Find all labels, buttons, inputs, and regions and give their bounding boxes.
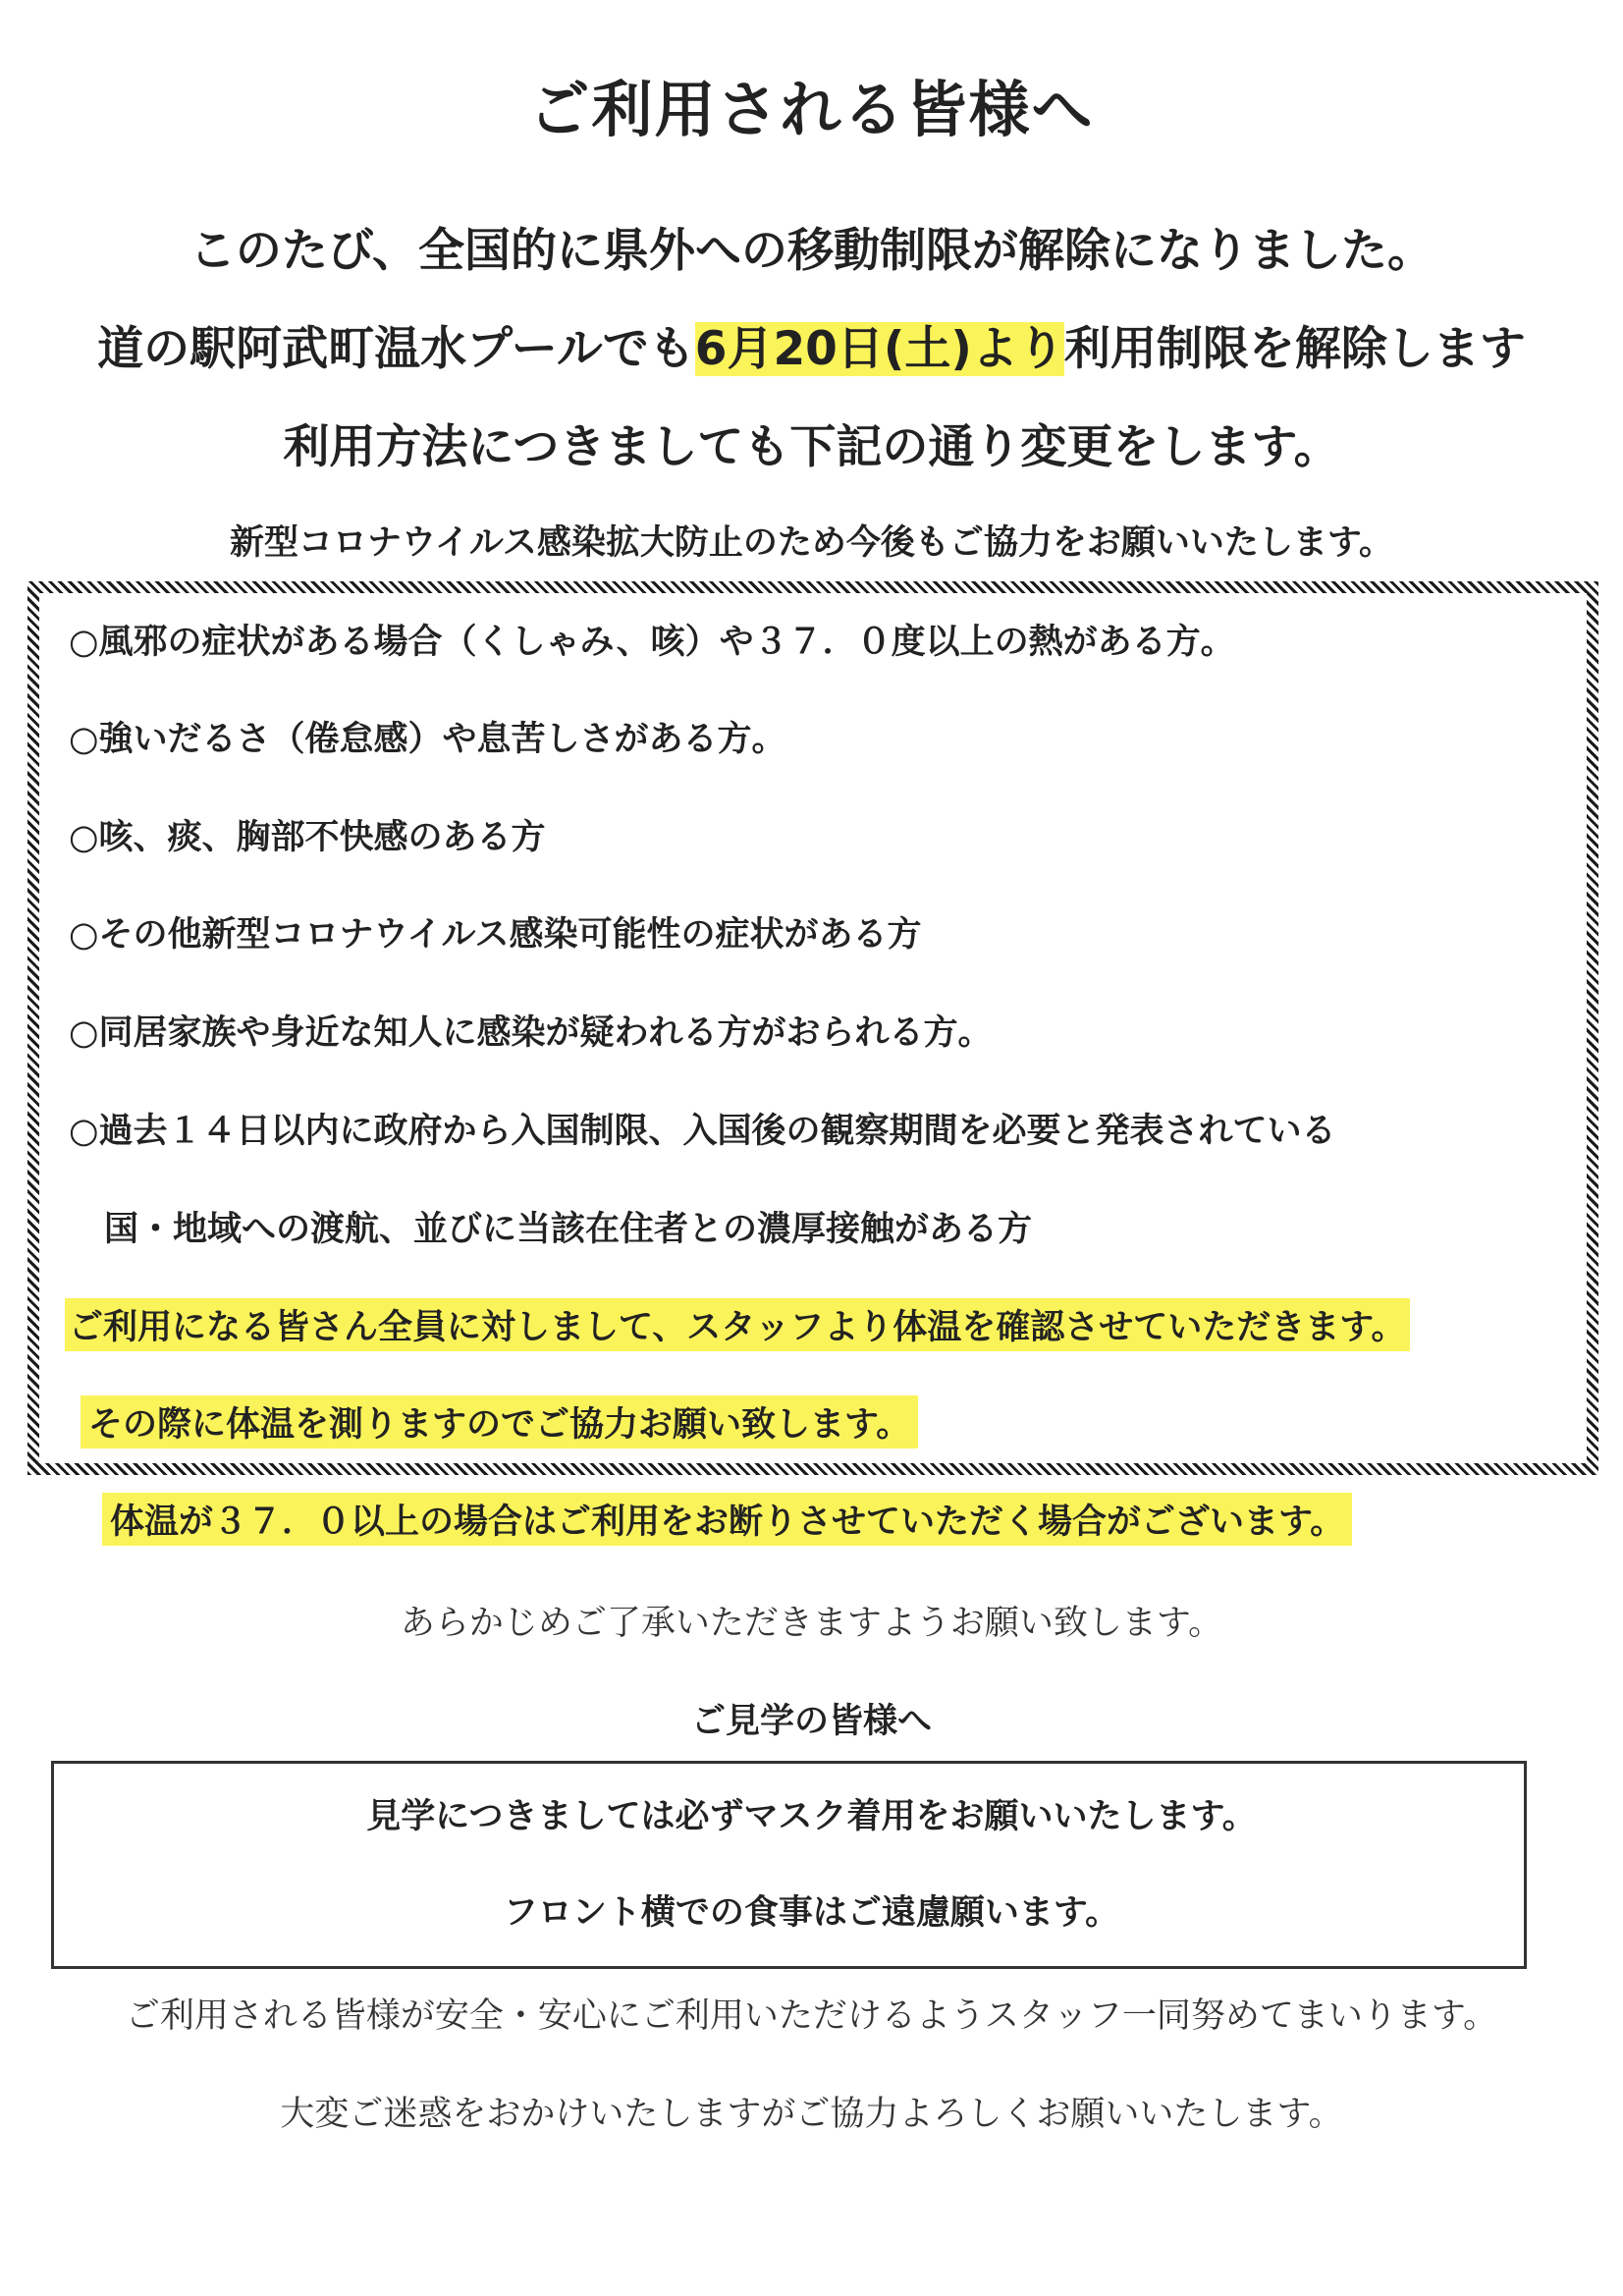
intro-line-3: 利用方法につきましても下記の通り変更をします。 — [283, 420, 1340, 474]
reopening-date-highlight: 6月20日(土)より — [694, 322, 1064, 376]
visitors-mask-notice: 見学につきましては必ずマスク着用をお願いいたします。 — [366, 1797, 1257, 1836]
page-title: ご利用される皆様へ — [528, 74, 1095, 145]
closing-line-1: ご利用される皆様が安全・安心にご利用いただけるようスタッフ一同努めてまいります。 — [125, 1996, 1498, 2036]
condition-item: ○同居家族や身近な知人に感染が疑われる方がおられる方。 — [69, 1013, 993, 1053]
condition-item: ○咳、痰、胸部不快感のある方 — [69, 818, 546, 857]
condition-item: ○その他新型コロナウイルス感染可能性の症状がある方 — [69, 915, 922, 955]
condition-item: ○風邪の症状がある場合（くしゃみ、咳）や３７．０度以上の熱がある方。 — [69, 623, 1235, 662]
cooperation-notice: その際に体温を測りますのでご協力お願い致します。 — [81, 1395, 918, 1449]
cooperation-request: 新型コロナウイルス感染拡大防止のため今後もご協力をお願いいたします。 — [229, 523, 1394, 563]
condition-item: ○過去１４日以内に政府から入国制限、入国後の観察期間を必要と発表されている — [69, 1112, 1336, 1151]
closing-line-2: 大変ご迷惑をおかけいたしますがご協力よろしくお願いいたします。 — [280, 2095, 1343, 2134]
intro-line-2 — [0, 312, 1623, 378]
intro-line-1: このたび、全国的に県外への移動制限が解除になりました。 — [189, 224, 1434, 278]
intro-line-2-before: 道の駅阿武町温水プールでも — [97, 322, 695, 376]
refusal-notice: 体温が３７．０以上の場合はご利用をお断りさせていただく場合がございます。 — [102, 1493, 1352, 1546]
condition-item: ○強いだるさ（倦怠感）や息苦しさがある方。 — [69, 720, 786, 759]
condition-item-continued: 国・地域への渡航、並びに当該在住者との濃厚接触がある方 — [104, 1210, 1033, 1249]
visitors-heading: ご見学の皆様へ — [690, 1702, 932, 1741]
visitors-food-notice: フロント横での食事はご遠慮願います。 — [503, 1893, 1120, 1933]
advance-notice: あらかじめご了承いただきますようお願い致します。 — [400, 1604, 1223, 1643]
temperature-check-notice: ご利用になる皆さん全員に対しまして、スタッフより体温を確認させていただきます。 — [65, 1298, 1410, 1351]
intro-line-2-after: 利用制限を解除します — [1063, 322, 1526, 376]
